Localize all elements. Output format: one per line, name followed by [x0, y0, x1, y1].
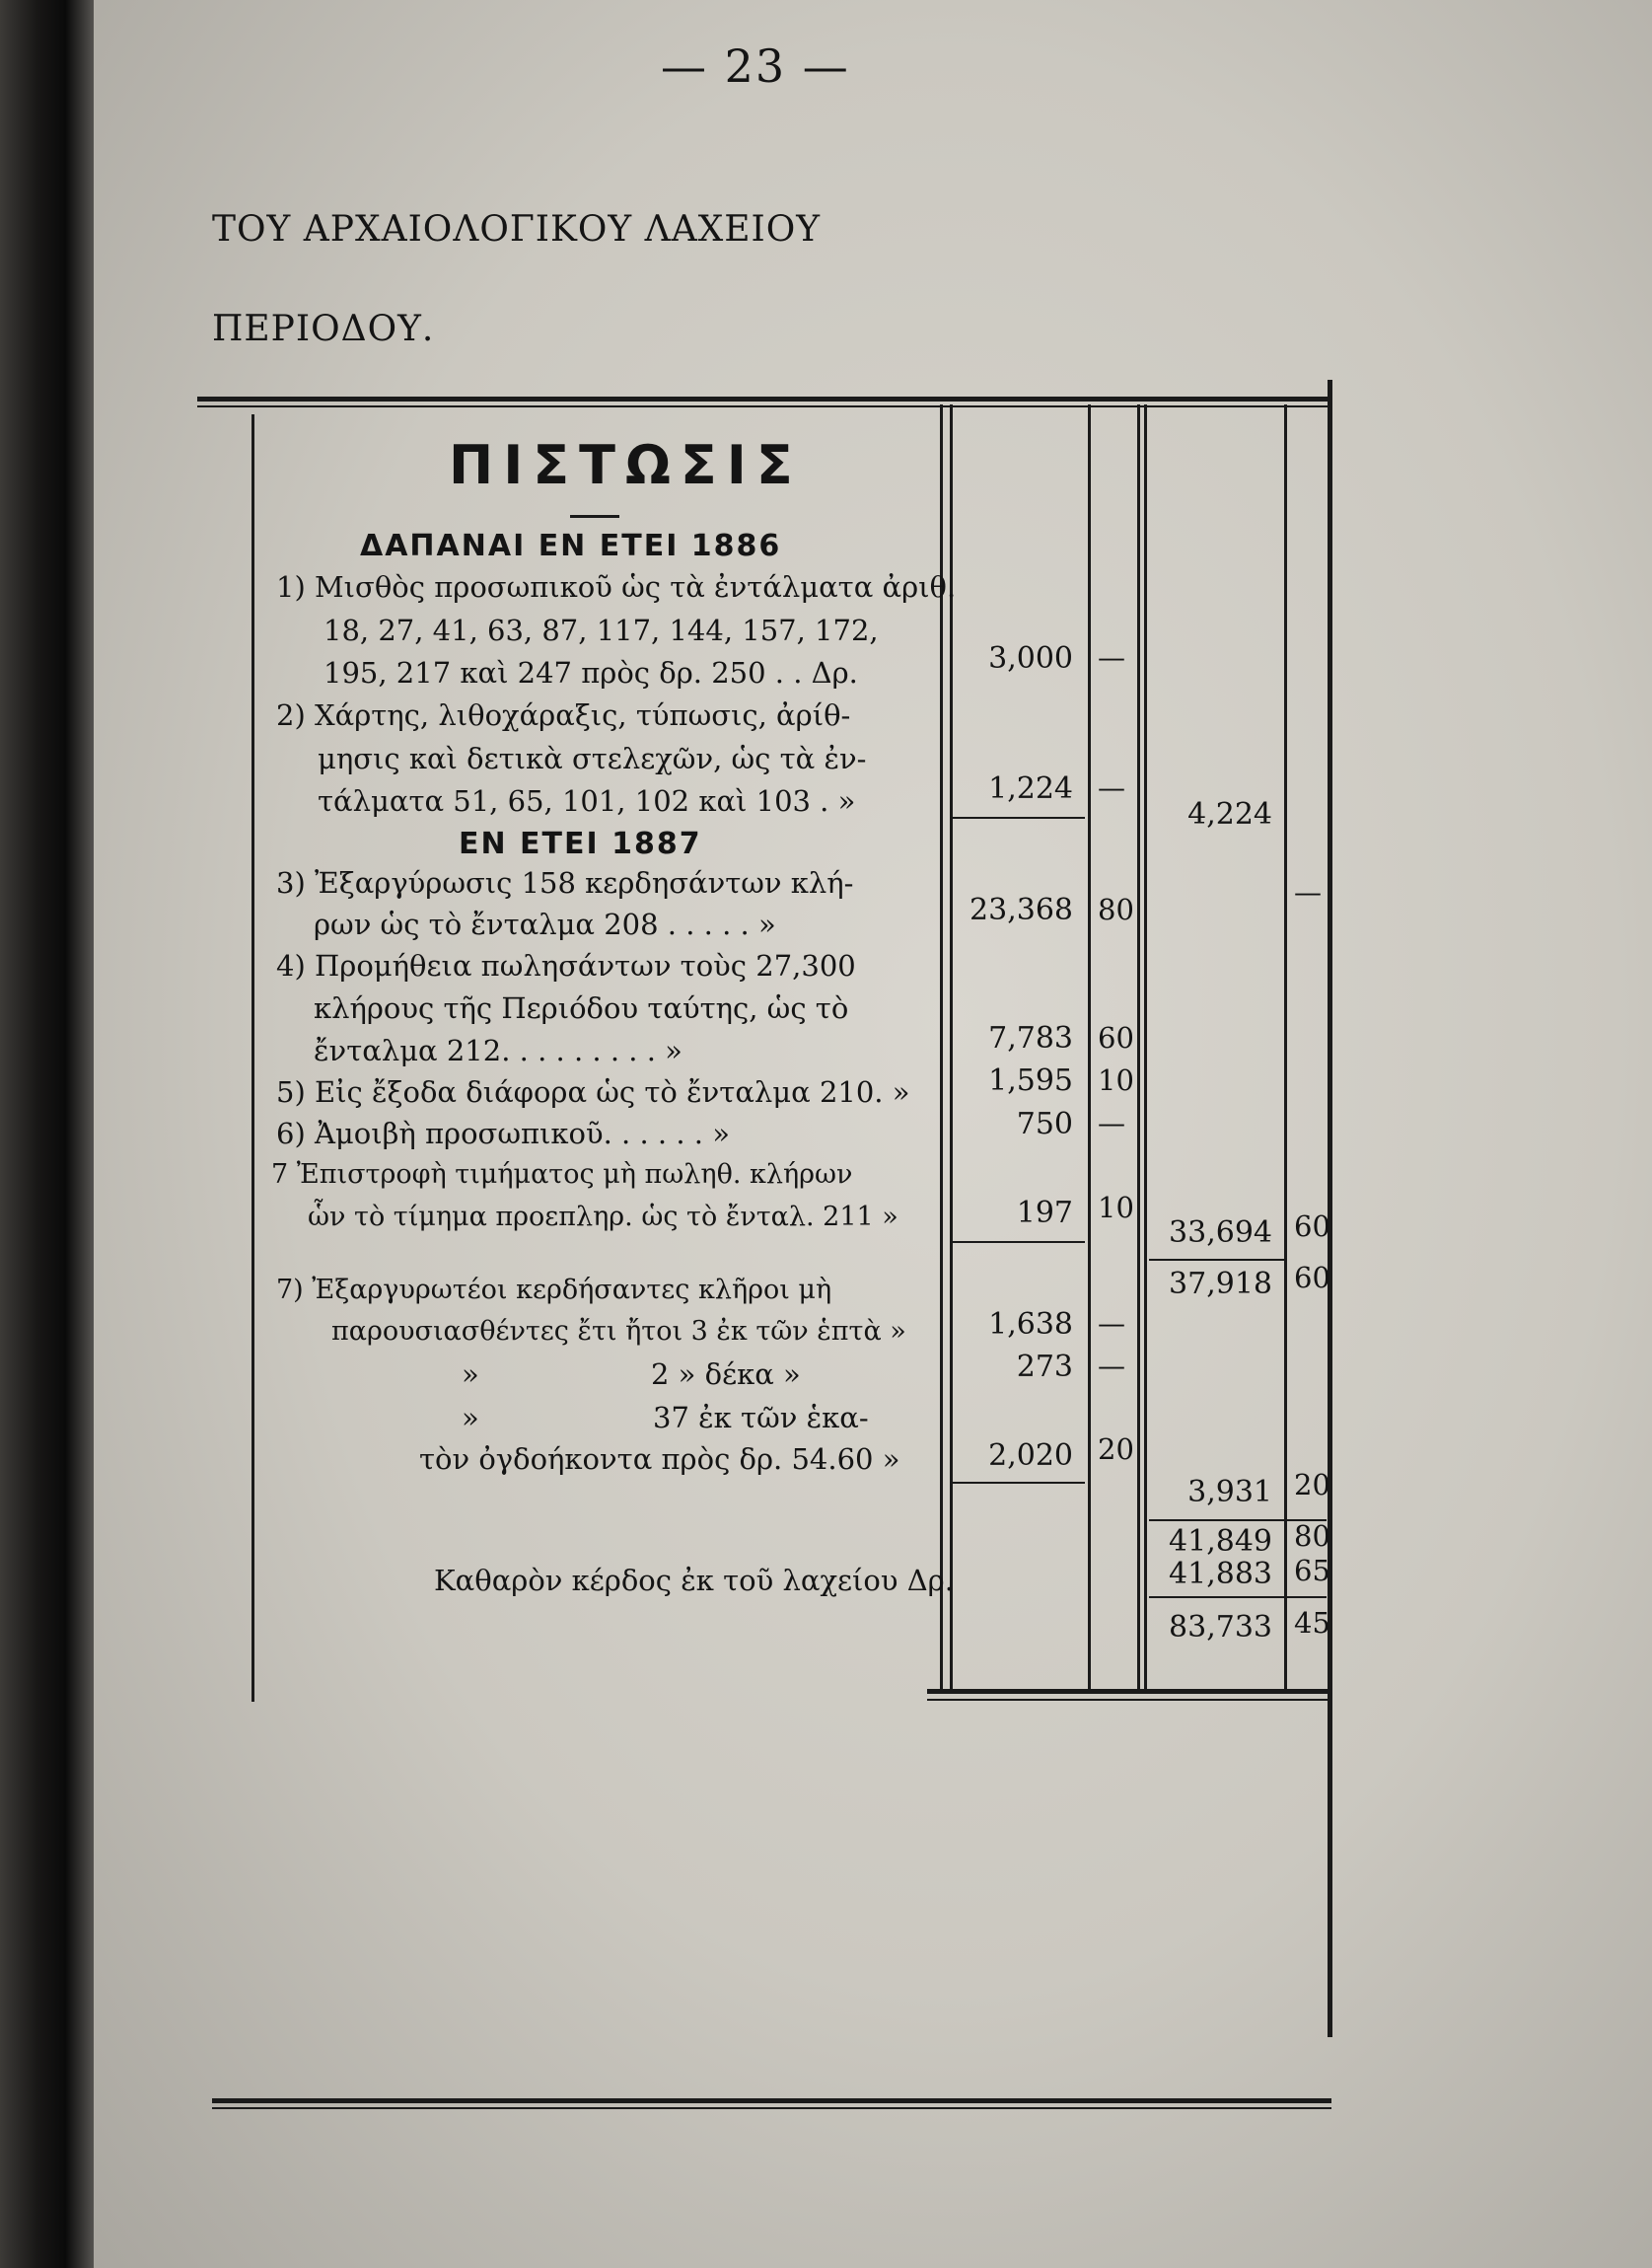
total-drachmas: 41,849 [1169, 1524, 1272, 1559]
subtotal-rule [1149, 1259, 1287, 1261]
entry-line: 7) Ἐξαργυρωτέοι κερδήσαντες κλῆροι μὴ [276, 1275, 832, 1305]
page-number: — 23 — [661, 39, 850, 93]
table-top-rule [197, 397, 1331, 402]
entry-line: 37 ἐκ τῶν ἑκα- [653, 1401, 869, 1434]
subtotal-rule [952, 1482, 1085, 1484]
section-heading-1887: ΕΝ ΕΤΕΙ 1887 [459, 827, 702, 861]
amount-drachmas: 7,783 [988, 1021, 1073, 1056]
total-lepta: 60 [1294, 1261, 1330, 1294]
col-divider [1088, 404, 1091, 1692]
total-lepta: 80 [1294, 1519, 1330, 1553]
total-lepta: 65 [1294, 1554, 1330, 1587]
amount-drachmas: 1,224 [988, 771, 1073, 806]
entry-line: κλήρους τῆς Περιόδου ταύτης, ὡς τὸ [314, 991, 849, 1025]
amount-lepta: — [1098, 1350, 1125, 1382]
bottom-rule [212, 2098, 1331, 2103]
entry-line: μησις καὶ δετικὰ στελεχῶν, ὡς τὰ ἐν- [318, 742, 867, 775]
amount-drachmas: 197 [1016, 1196, 1073, 1230]
total-drachmas: 3,931 [1187, 1475, 1272, 1509]
total-drachmas: 37,918 [1169, 1267, 1272, 1301]
amount-drachmas: 2,020 [988, 1438, 1073, 1473]
entry-line: ὧν τὸ τίμημα προεπληρ. ὡς τὸ ἔνταλ. 211 » [308, 1202, 898, 1232]
total-drachmas: 41,883 [1169, 1557, 1272, 1591]
grand-total-drachmas: 83,733 [1169, 1610, 1272, 1645]
total-drachmas: 4,224 [1187, 797, 1272, 832]
title-dash [570, 515, 619, 518]
amount-drachmas: 3,000 [988, 641, 1073, 676]
subtotal-rule [952, 817, 1085, 819]
table-right-border [1328, 380, 1332, 2037]
amount-lepta: 20 [1098, 1432, 1134, 1466]
amount-lepta: — [1098, 641, 1125, 674]
entry-line: 1) Μισθὸς προσωπικοῦ ὡς τὰ ἐντάλματα ἀριθ. [276, 570, 957, 604]
amount-lepta: 10 [1098, 1191, 1134, 1224]
book-spine [0, 0, 94, 2268]
amount-lepta: — [1098, 1107, 1125, 1139]
entry-line: 5) Εἰς ἔξοδα διάφορα ὡς τὸ ἔνταλμα 210. » [276, 1075, 910, 1109]
net-profit-label: Καθαρὸν κέρδος ἐκ τοῦ λαχείου Δρ. [434, 1564, 954, 1597]
total-lepta: — [1294, 876, 1322, 909]
col-divider [1137, 404, 1140, 1692]
entry-line: 3) Ἐξαργύρωσις 158 κερδησάντων κλή- [276, 866, 854, 900]
entry-line: παρουσιασθέντες ἔτι ἤτοι 3 ἐκ τῶν ἑπτὰ » [331, 1316, 906, 1347]
amount-lepta: 10 [1098, 1063, 1134, 1097]
amount-lepta: 60 [1098, 1021, 1134, 1055]
amount-lepta: — [1098, 771, 1125, 804]
amount-drachmas: 1,638 [988, 1307, 1073, 1342]
entry-line: » [462, 1357, 479, 1391]
subtotal-rule [1149, 1596, 1327, 1598]
entry-line: 18, 27, 41, 63, 87, 117, 144, 157, 172, [323, 614, 879, 647]
col-divider [1284, 404, 1287, 1692]
entry-line: 4) Προμήθεια πωλησάντων τοὺς 27,300 [276, 949, 856, 983]
table-title: ΠΙΣΤΩΣΙΣ [449, 434, 803, 496]
entry-line: 2 » δέκα » [651, 1357, 801, 1391]
table-foot-rule [927, 1689, 1331, 1694]
entry-line: τάλματα 51, 65, 101, 102 καὶ 103 . » [318, 784, 856, 818]
table-top-rule-thin [197, 405, 1331, 407]
section-heading-1886: ΔΑΠΑΝΑΙ ΕΝ ΕΤΕΙ 1886 [360, 529, 782, 563]
entry-line: τὸν ὀγδοήκοντα πρὸς δρ. 54.60 » [419, 1442, 900, 1476]
amount-drachmas: 1,595 [988, 1063, 1073, 1098]
bottom-rule-thin [212, 2107, 1331, 2109]
amount-drachmas: 273 [1016, 1350, 1073, 1384]
table-left-rule [251, 414, 254, 1702]
amount-lepta: — [1098, 1307, 1125, 1340]
entry-line: » [462, 1401, 479, 1434]
entry-line: ἔνταλμα 212. . . . . . . . . » [314, 1034, 682, 1067]
entry-line: 7 Ἐπιστροφὴ τιμήματος μὴ πωληθ. κλήρων [271, 1159, 853, 1190]
running-header-period: ΠΕΡΙΟΔΟΥ. [212, 309, 435, 349]
amount-drachmas: 23,368 [970, 893, 1073, 927]
running-header: ΤΟΥ ΑΡΧΑΙΟΛΟΓΙΚΟΥ ΛΑΧΕΙΟΥ [212, 209, 822, 250]
total-lepta: 20 [1294, 1468, 1330, 1501]
entry-line: ρων ὡς τὸ ἔνταλμα 208 . . . . . » [314, 908, 776, 941]
entry-line: 195, 217 καὶ 247 πρὸς δρ. 250 . . Δρ. [323, 656, 858, 690]
amount-drachmas: 750 [1016, 1107, 1073, 1141]
entry-line: 2) Χάρτης, λιθοχάραξις, τύπωσις, ἀρίθ- [276, 698, 851, 732]
entry-line: 6) Ἀμοιβὴ προσωπικοῦ. . . . . . » [276, 1117, 730, 1150]
total-lepta: 60 [1294, 1209, 1330, 1243]
table-foot-rule-thin [927, 1699, 1331, 1701]
total-drachmas: 33,694 [1169, 1215, 1272, 1250]
amount-lepta: 80 [1098, 893, 1134, 926]
col-divider [1144, 404, 1147, 1692]
subtotal-rule [952, 1241, 1085, 1243]
grand-total-lepta: 45 [1294, 1606, 1330, 1640]
